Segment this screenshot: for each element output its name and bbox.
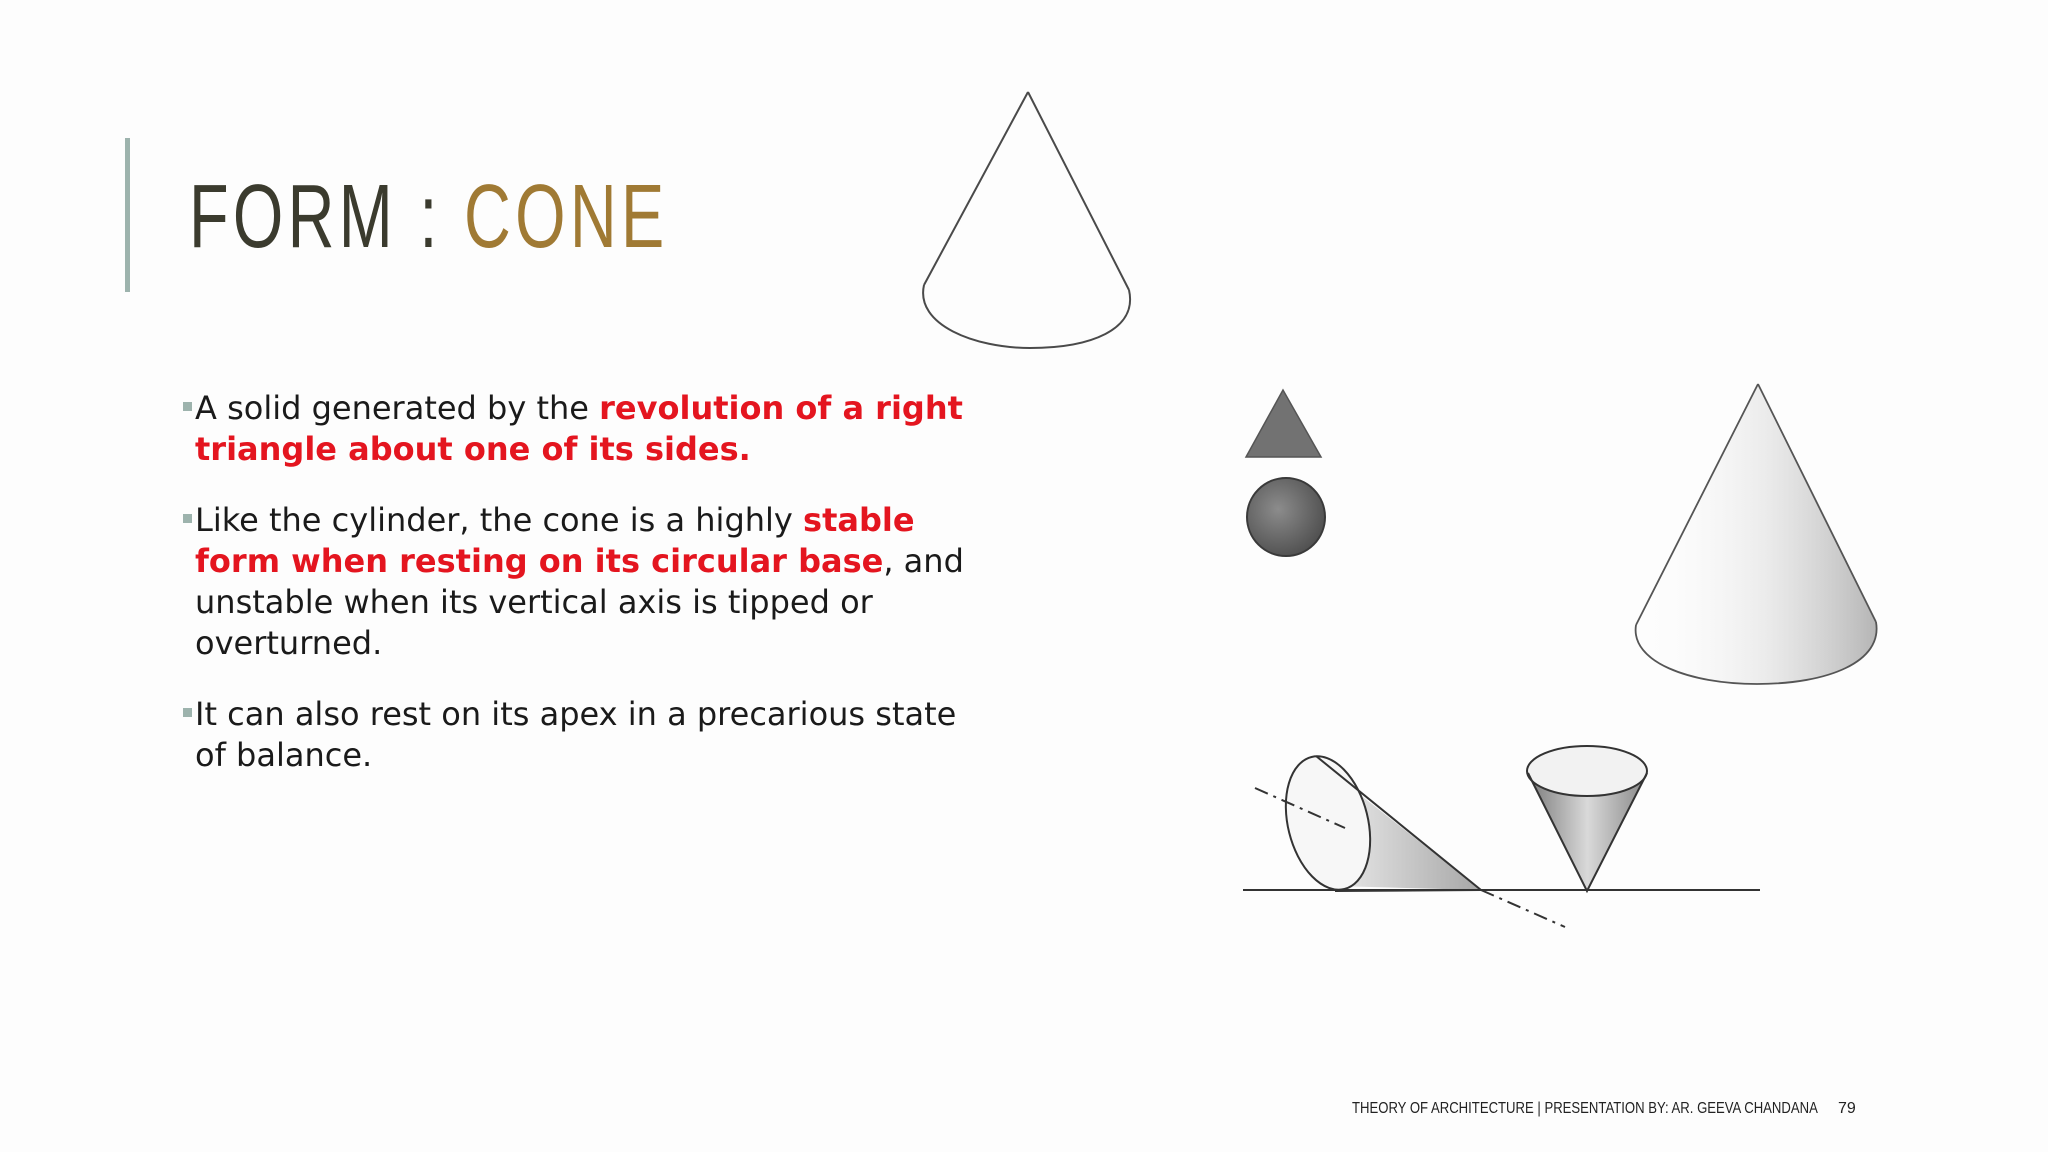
shaded-cone-drawing	[1636, 384, 1877, 684]
bullet-text: It can also rest on its apex in a precarious state of balance.	[195, 695, 957, 774]
bullet-highlight: stable form when resting on its circular base	[195, 501, 915, 580]
inverted-cone-drawing	[1527, 746, 1647, 891]
cone-elevation-triangle	[1246, 390, 1321, 457]
bullet-text: A solid generated by the	[195, 389, 600, 427]
page-number: 79	[1838, 1100, 1856, 1117]
tipped-cone-drawing	[1255, 747, 1565, 927]
title-prefix: FORM :	[189, 167, 465, 267]
outline-cone-drawing	[923, 92, 1130, 348]
footer-text: THEORY OF ARCHITECTURE | PRESENTATION BY: AR. GEEVA CHANDANA	[1352, 1100, 1818, 1117]
title-accent-word: CONE	[464, 167, 669, 267]
cone-plan-circle	[1247, 478, 1325, 556]
bullet-text-tail: , and unstable when its vertical axis is tipped or overturned.	[195, 542, 964, 662]
bullet-text: Like the cylinder, the cone is a highly	[195, 501, 804, 539]
bullet-highlight: revolution of a right triangle about one of its sides.	[195, 389, 963, 468]
